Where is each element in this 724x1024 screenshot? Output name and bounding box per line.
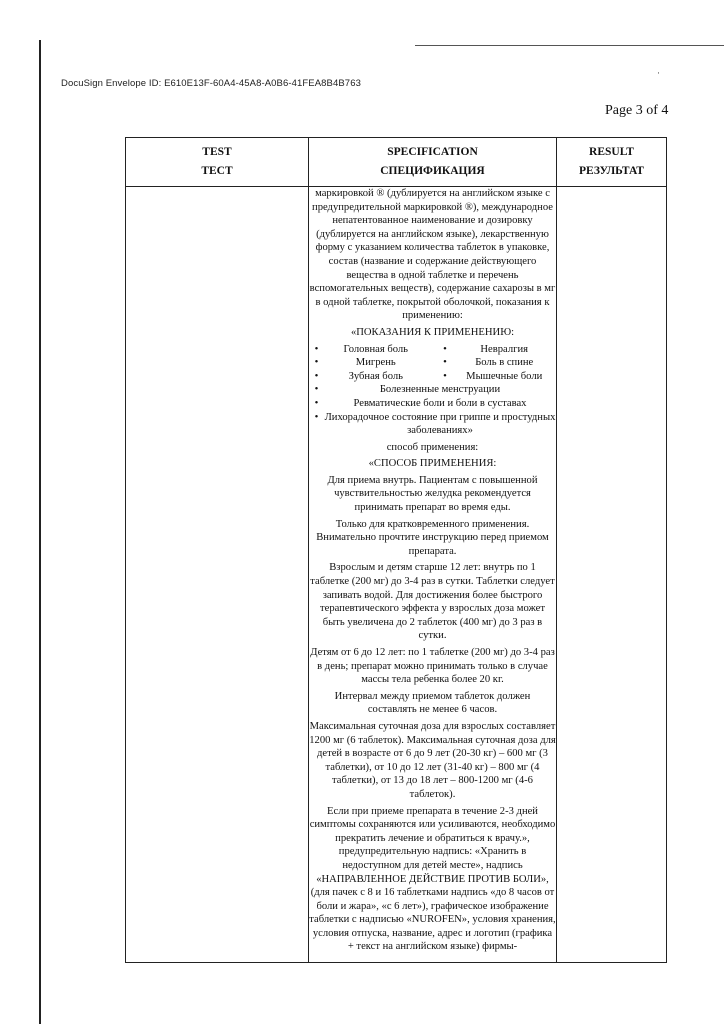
method-para-1: Для приема внутрь. Пациентам с повышенной чувствительностью желудка рекомендуется принимать препарат во время еды. [327, 474, 538, 514]
method-para-3: Взрослым и детям старше 12 лет: внутрь по 1 таблетке (200 мг) до 3-4 раз в сутки. Таблетки следует запивать водой. Для достижения более быстрого терапевтического эффекта у взрослых доза может быть увеличена до 2 таблеток (400 мг) до 3 раз в сутки. [310, 562, 555, 642]
scan-dot: · [657, 68, 660, 78]
bullet: • [314, 384, 319, 396]
method-para-7: Если при приеме препарата в течение 2-3 дней симптомы сохраняются или усиливаются, необходимо прекратить лечение и обратиться к врачу.», предупредительную надпись: «Хранить в недоступном для детей месте», надпись «НАПРАВЛЕННОЕ ДЕЙСТВИЕ ПРОТИВ БОЛИ», (для пачек с 8 и 16 таблетками надпись «до 8 часов от боли и жара», «с 6 лет»), графическое изображение таблетки с надписью «NUROFEN», условия хранения, условия отпуска, название, адрес и логотип (графика + текст на английском языке) фирмы- [309, 805, 556, 953]
spec-intro: маркировкой ® (дублируется на английском языке с предупредительной маркировкой ®), международное непатентованное наименование и дозировку (дублируется на английском языке), лекарственную форму с указанием количества таблеток в упаковке, состав (название и содержание действующего вещества в одной таблетке и перечень вспомогательных веществ), содержание сахарозы в мг в одной таблетке, покрытой оболочкой, показания к применению: [309, 188, 556, 322]
bullet: • [443, 343, 447, 355]
list-item [309, 397, 556, 411]
indication-fever: Лихорадочное состояние при гриппе и простудных заболеваниях» [324, 411, 556, 437]
envelope-id: DocuSign Envelope ID: E610E13F-60A4-45A8-A0B6-41FEA8B4B763 [61, 78, 361, 89]
indication-toothache: Зубная боль [348, 370, 403, 382]
bullet: • [314, 397, 319, 409]
indication-headache: Головная боль [343, 343, 409, 355]
list-item [309, 411, 556, 438]
bullet: • [443, 357, 447, 369]
header-specification [309, 138, 557, 187]
result-cell [557, 187, 667, 963]
table-header-row [126, 138, 667, 187]
header-spec-en: SPECIFICATION [387, 146, 478, 158]
bullet: • [314, 343, 319, 355]
indications-list [309, 343, 556, 438]
header-test-ru: ТЕСТ [201, 165, 233, 177]
bullet: • [314, 411, 319, 423]
list-item [309, 356, 556, 370]
indication-migraine: Мигрень [355, 357, 396, 369]
bullet: • [314, 357, 319, 369]
method-para-5: Интервал между приемом таблеток должен составлять не менее 6 часов. [334, 690, 531, 716]
page-number: Page 3 of 4 [605, 103, 669, 118]
indications-title: «ПОКАЗАНИЯ К ПРИМЕНЕНИЮ: [350, 326, 515, 338]
specification-cell [309, 187, 557, 963]
scan-edge-left [39, 40, 41, 1024]
header-result [557, 138, 667, 187]
test-cell [126, 187, 309, 963]
specification-table [125, 137, 667, 963]
table-row [126, 187, 667, 963]
header-spec-ru: СПЕЦИФИКАЦИЯ [380, 165, 485, 177]
indication-muscle-pain: Мышечные боли [466, 370, 543, 382]
method-title: «СПОСОБ ПРИМЕНЕНИЯ: [368, 458, 497, 470]
bullet: • [443, 370, 447, 382]
method-para-2: Только для кратковременного применения. Внимательно прочтите инструкцию перед приемом препарата. [316, 518, 549, 557]
method-label: способ применения: [386, 441, 479, 453]
list-item [309, 343, 556, 357]
list-item [309, 383, 556, 397]
method-para-4: Детям от 6 до 12 лет: по 1 таблетке (200 мг) до 3-4 раз в день; препарат можно принимать только в случае массы тела ребенка более 20 кг. [310, 647, 555, 686]
header-result-ru: РЕЗУЛЬТАТ [579, 165, 644, 177]
method-para-6: Максимальная суточная доза для взрослых составляет 1200 мг (6 таблеток). Максимальная суточная доза для детей в возрасте от 6 до 9 лет (20-30 кг) – 600 мг (3 таблетки), от 10 до 12 лет (31-40 кг) – 800 мг (4 таблетки), от 13 до 18 лет – 800-1200 мг (4-6 таблеток). [309, 720, 556, 800]
bullet: • [314, 370, 319, 382]
indication-menstrual-pain: Болезненные менструации [379, 384, 501, 396]
list-item [309, 370, 556, 384]
header-test [126, 138, 309, 187]
scan-edge-top [415, 45, 724, 46]
indication-rheumatic-pain: Ревматические боли и боли в суставах [353, 397, 527, 409]
indication-back-pain: Боль в спине [475, 357, 534, 369]
header-test-en: TEST [202, 146, 232, 158]
indication-neuralgia: Невралгия [480, 343, 529, 355]
header-result-en: RESULT [589, 146, 634, 158]
